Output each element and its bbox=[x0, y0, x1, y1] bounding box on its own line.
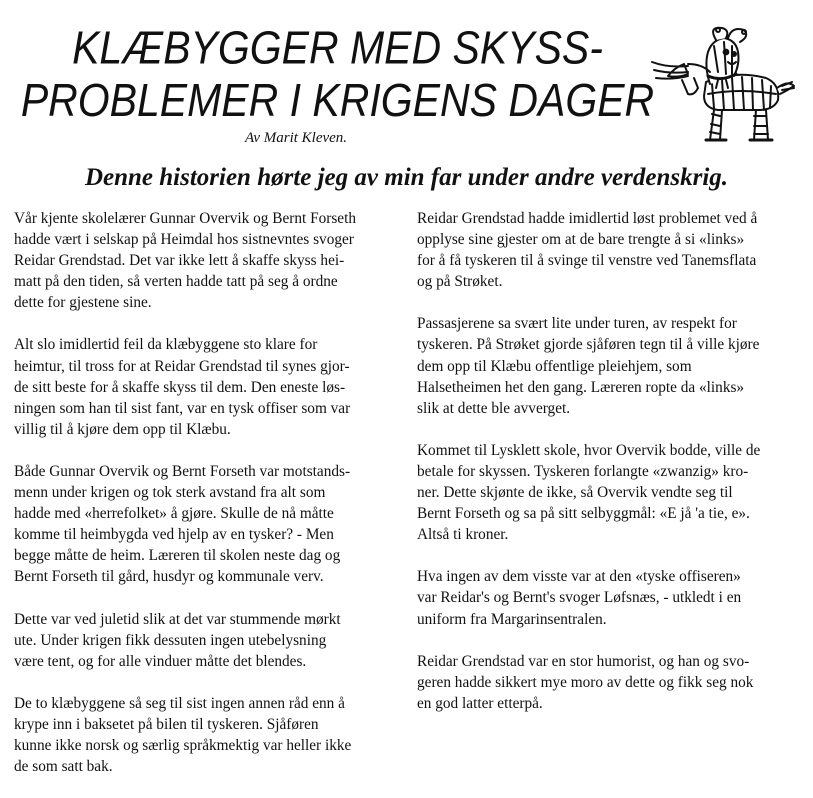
text-line: villig til å kjøre dem opp til Klæbu. bbox=[14, 420, 231, 438]
text-line: Dette var ved juletid slik at det var stummende mørkt bbox=[14, 610, 341, 628]
paragraph bbox=[417, 208, 810, 292]
text-line: ute. Under krigen fikk dessuten ingen utebelysning bbox=[14, 631, 327, 649]
text-line: Bernt Forseth til gård, husdyr og kommunale verv. bbox=[14, 568, 324, 586]
text-line: var Reidar's og Bernt's svoger Løfsnæs, - utkledt i en bbox=[417, 589, 742, 607]
text-line: heimtur, til tross for at Reidar Grendstad til synes gjor- bbox=[14, 357, 350, 375]
text-line: Alt slo imidlertid feil da klæbyggene sto klare for bbox=[14, 336, 318, 354]
paragraph bbox=[14, 693, 409, 777]
text-line: Både Gunnar Overvik og Bernt Forseth var motstands- bbox=[14, 462, 351, 480]
title-line: KLÆBYGGER MED SKYSS- bbox=[72, 22, 603, 74]
title-line: PROBLEMER I KRIGENS DAGER bbox=[20, 74, 655, 127]
text-line: Reidar Grendstad var en stor humorist, og han og svo- bbox=[417, 652, 750, 670]
article-subtitle: Denne historien hørte jeg av min far under andre verdenskrig. bbox=[84, 164, 729, 191]
paragraph bbox=[417, 566, 810, 629]
text-line: uniform fra Margarinsentralen. bbox=[417, 610, 607, 628]
text-line: ner. Dette skjønte de ikke, så Overvik vendte seg til bbox=[417, 484, 733, 502]
text-line: de sitt beste for å skaffe skyss til dem. Den eneste løs- bbox=[14, 378, 346, 396]
byline: Av Marit Kleven. bbox=[245, 130, 348, 146]
text-line: Kommet til Lysklett skole, hvor Overvik bodde, ville de bbox=[417, 441, 761, 459]
text-line: en god latter etterpå. bbox=[417, 694, 543, 712]
paragraph bbox=[14, 208, 409, 313]
text-line: Reidar Grendstad hadde imidlertid løst problemet ved å bbox=[417, 210, 758, 227]
text-line: de som satt bak. bbox=[14, 758, 113, 776]
text-line: hadde vært i selskap på Heimdal hos sistnevntes svoger bbox=[14, 231, 354, 249]
text-line: dem opp til Klæbu offentlige pleiehjem, som bbox=[417, 357, 692, 375]
text-line: geren hadde sikkert mye moro av dette og fikk seg nok bbox=[417, 673, 754, 691]
text-line: opplyse sine gjester om at de bare trengte å si «links» bbox=[417, 231, 745, 249]
text-line: tyskeren. På Strøket gjorde sjåføren tegn til å ville kjøre bbox=[417, 336, 760, 354]
straw-goat-icon bbox=[648, 24, 798, 144]
text-line: være tent, og for alle vinduer måtte det blendes. bbox=[14, 652, 307, 670]
text-line: krype inn i baksetet på bilen til tyskeren. Sjåføren bbox=[14, 715, 319, 733]
text-line: komme til heimbygda ved hjelp av en tysker? - Men bbox=[14, 526, 334, 544]
paragraph bbox=[14, 334, 409, 439]
text-line: betale for skyssen. Tyskeren forlangte «zwanzig» kro- bbox=[417, 462, 749, 480]
paragraph bbox=[14, 609, 409, 672]
paragraph bbox=[417, 440, 810, 545]
text-line: Altså ti kroner. bbox=[417, 526, 509, 544]
text-line: Passasjerene sa svært lite under turen, av respekt for bbox=[417, 315, 737, 333]
text-line: hadde med «herrefolket» å gjøre. Skulle de nå måtte bbox=[14, 505, 334, 523]
text-line: matt på den tiden, så verten hadde tatt på seg å ordne bbox=[14, 273, 338, 291]
text-line: og på Strøket. bbox=[417, 273, 503, 291]
left-column bbox=[14, 208, 409, 798]
text-line: menn under krigen og tok sterk avstand fra alt som bbox=[14, 484, 326, 502]
text-line: slik at dette ble avverget. bbox=[417, 399, 571, 417]
paragraph bbox=[417, 313, 810, 418]
text-line: dette for gjestene sine. bbox=[14, 294, 152, 312]
paragraph bbox=[14, 461, 409, 588]
text-line: kunne ikke norsk og særlig språkmektig var heller ikke bbox=[14, 736, 352, 754]
text-line: begge måtte de heim. Læreren til skolen neste dag og bbox=[14, 547, 341, 565]
text-line: De to klæbyggene så seg til sist ingen annen råd enn å bbox=[14, 694, 345, 712]
text-line: Reidar Grendstad. Det var ikke lett å skaffe skyss hei- bbox=[14, 252, 345, 270]
text-line: Halsetheimen het den gang. Læreren ropte da «links» bbox=[417, 378, 745, 396]
text-line: Vår kjente skolelærer Gunnar Overvik og Bernt Forseth bbox=[14, 210, 356, 227]
text-line: for å få tyskeren til å svinge til venstre ved Tanemsflata bbox=[417, 252, 757, 270]
right-column bbox=[417, 208, 810, 735]
text-line: Hva ingen av dem visste var at den «tyske offiseren» bbox=[417, 568, 741, 586]
text-line: Bernt Forseth og sa på sitt selbyggmål: «E jå 'a tie, e». bbox=[417, 505, 750, 523]
text-line: ningen som han til sist fant, var en tysk offiser som var bbox=[14, 399, 351, 417]
article-title bbox=[0, 22, 675, 127]
paragraph bbox=[417, 651, 810, 714]
